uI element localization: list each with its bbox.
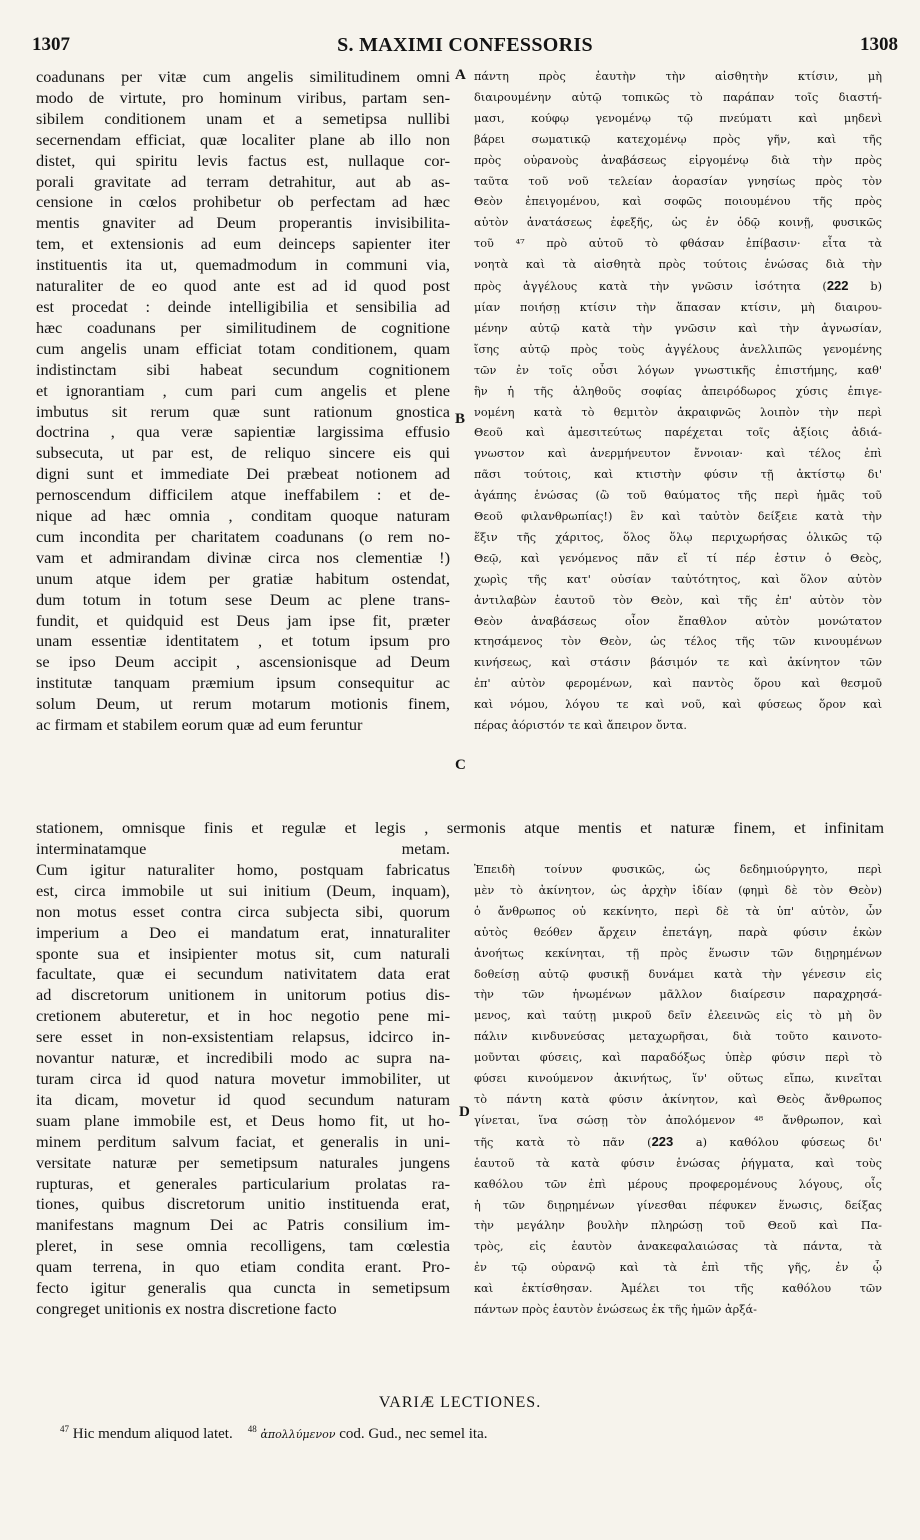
greek-text-line: καὶ ἐκτίσθησαν. Ἀμέλει τοι τῆς καθόλου τῶν [474, 1282, 882, 1296]
greek-text-line: διαιρουμένην αὐτῷ τοπικῶς τὸ παράπαν τοῖς διαστή- [474, 90, 882, 104]
latin-text-line: nique ad hæc omnia , conditam quoque naturam [36, 506, 450, 526]
greek-text-line: δοθείσῃ αὐτῷ φυσικῇ δυνάμει κατὰ τὴν γένεσιν εἰς [474, 967, 882, 981]
greek-text-line: πρὸς οὐρανοὺς ἀναβάσεως εἰργομένῳ διὰ τὴν πρὸς [474, 153, 882, 167]
greek-text-line: ἀγάπης ἑνώσας (ὢ τοῦ θαύματος τῆς περὶ ἡμᾶς τοῦ [474, 489, 882, 503]
greek-text-line: μένην αὐτῷ κατὰ τὴν γνῶσιν καὶ τὴν ἀγνωσίαν, [474, 321, 882, 335]
greek-text-line: καθόλου τῶν ἐπὶ μέρους προφερομένους λόγους, οἷς [474, 1177, 882, 1191]
greek-text-line: ἀνοήτως κεκίνηται, τῇ πρὸς ἕνωσιν τῶν διῃρημένων [474, 946, 882, 960]
latin-text-line: se ipso Deum accipit , ascensionisque ad Deum [36, 652, 450, 672]
greek-text-line: ταῦτα τοῦ νοῦ τελείαν ἀορασίαν γνησίως πρὸς τὸν [474, 174, 882, 188]
latin-text-line: est, circa immobile ut sui initium (Deum, inquam), [36, 880, 450, 900]
greek-column-top [474, 67, 882, 737]
latin-text-line: sere esset in non-exsistentiam relapsus, idcirco in- [36, 1027, 450, 1047]
latin-text-line: pernoscendum difficilem atque ineffabilem : et de- [36, 485, 450, 505]
margin-marker-a: A [455, 67, 466, 83]
greek-text-line: κινήσεως, καὶ στάσιν βάσιμόν τε καὶ ἀκίνητον τῶν [474, 656, 882, 670]
latin-text-line: congreget unitionis ex nostra discretione facto [36, 1298, 337, 1318]
greek-text-line: καὶ νόμου, λόγου τε καὶ νοῦ, καὶ φύσεως ὅρον καὶ [474, 698, 882, 712]
latin-text-line: digni sunt et immediate Dei præbeat notionem ad [36, 464, 450, 484]
margin-marker-b: B [455, 411, 466, 427]
latin-text-line: Cum igitur naturaliter homo, postquam fabricatus [36, 859, 450, 879]
latin-text-line: distet, qui spiritu levis factus est, nullaque cor- [36, 150, 450, 170]
greek-text-line: ὁ ἄνθρωπος οὐ κεκίνητο, περὶ δὲ τὰ ὑπ' αὐτὸν, ὧν [474, 904, 882, 918]
latin-text-line: et ignorantiam , cum pari cum angelis et plene [36, 380, 450, 400]
greek-text-line: πάλιν κινδυνεύσας μεταχωρῆσαι, διὰ τοῦτο καινοτο- [474, 1030, 882, 1044]
greek-text-line: μασι, κούφῳ γενομένῳ τῷ πνεύματι καὶ μηδενὶ [474, 111, 882, 125]
greek-text-line: βάρει σωματικῷ κατεχομένῳ πρὸς γῆν, καὶ τῆς [474, 132, 882, 146]
variae-lectiones-title: VARIÆ LECTIONES. [378, 1394, 542, 1411]
latin-text-line: sponte sua et insipienter motus sit, cum naturali [36, 943, 450, 963]
latin-text-line: coadunans per vitæ cum angelis similitudinem omni [36, 67, 450, 86]
greek-text-line: ἴσης αὐτῷ πρὸς τοὺς ἀγγέλους ἀνελλιπῶς γενομένης [474, 342, 882, 356]
greek-column-bottom [474, 860, 882, 1321]
greek-text-line: Θεοῦ φιλανθρωπίας!) ἓν καὶ ταὐτὸν δείξειε κατὰ τὴν [474, 510, 882, 524]
note-48-greek: ἀπολλύμενον [260, 1428, 336, 1441]
greek-text-line: νομένη κατὰ τὸ θεμιτὸν ἀκραιφνῶς λοιπὸν τὴν περὶ [474, 405, 882, 419]
latin-text-line: cum angelis unam efficiat totam conditionem, quam [36, 338, 450, 358]
latin-text-line: cretionem abuteretur, et in hoc negotio pene mi- [36, 1006, 450, 1026]
greek-text-line: χωρὶς τῆς κατ' οὐσίαν ταὐτότητος, καὶ ὅλον αὐτὸν [474, 572, 882, 586]
margin-marker-c: C [455, 757, 466, 773]
latin-text-line: solum Deum, ut rerum motarum motionis finem, [36, 694, 450, 714]
latin-text-line: censione in cœlos prohibetur ob perfectam ad hæc [36, 192, 450, 212]
latin-text-line: pleret, in sese omnia recolligens, tam cœlestia [36, 1236, 450, 1256]
greek-text-line: γίνεται, ἵνα σώσῃ τὸν ἀπολόμενον ⁴⁸ ἄνθρωπον, καὶ [474, 1113, 882, 1127]
latin-text-line: ad discretorum unitionem in unitorum potius dis- [36, 985, 450, 1005]
note-48-number: 48 [247, 1424, 257, 1434]
greek-text-line: Θεὸν ἀναβάσεως οἷον ἔπαθλον αὐτὸν μονώτατον [474, 614, 882, 628]
latin-text-line: dum totum in totum sese Deum ac plene trans- [36, 589, 450, 609]
greek-text-line: πάντων πρὸς ἑαυτὸν ἑνώσεως ἐκ τῆς ἡμῶν ἀρξά- [474, 1303, 757, 1317]
page-marker: 222 [826, 278, 849, 294]
greek-text-line: νοητὰ καὶ τὰ αἰσθητὰ πρὸς τούτοις ἑνώσας διὰ τὴν [474, 258, 882, 272]
latin-text-line: porali gravitate ad terram detrahitur, aut ab as- [36, 171, 450, 191]
latin-text-line: unam essentiæ identitatem , et totum ipsum pro [36, 631, 450, 651]
greek-text-line: τὴν τῶν ἡνωμένων μᾶλλον διαίρεσιν παραχρησά- [474, 988, 882, 1002]
latin-text-line: facultate, quæ ei secundum nativitatem data erat [36, 964, 450, 984]
page-marker: 223 [651, 1133, 674, 1149]
latin-text-line: subsecuta, ut par est, de reliquo sincere eis qui [36, 443, 450, 463]
latin-text-line: fecto igitur generalis qua cuncta in semetipsum [36, 1278, 450, 1298]
greek-text-line: αὐτὸς θεόθεν ἄρχειν ἐπετάγη, παρὰ φύσιν ἑκὼν [474, 925, 882, 939]
latin-text-line: ita dicam, movetur id quod secundum naturam [36, 1089, 450, 1109]
latin-text-line: unum atque idem per gratiæ habitum ostendat, [36, 568, 450, 588]
note-47-text: Hic mendum aliquod latet. [72, 1426, 233, 1442]
greek-text-line: τὴν μεγάλην βουλὴν πληρώσῃ τοῦ Θεοῦ καὶ Πα- [474, 1219, 882, 1233]
latin-text-line: naturaliter de eo quod ante est ad id quod post [36, 276, 450, 296]
latin-text-line: secernendam efficiat, quæ localiter plane ab illo non [36, 129, 450, 149]
latin-text-line: quam terrena, in quo etiam condita erant. Pro- [36, 1257, 450, 1277]
greek-text-line: ἡ τῶν διῃρημένων γίνεσθαι πέφυκεν ἕνωσις, δείξας [474, 1198, 882, 1212]
greek-text-line: πρὸς ἀγγέλους κατὰ τὴν γνῶσιν ἰσότητα (222 b) [474, 278, 882, 294]
greek-text-line: ἑαυτοῦ τὰ κατὰ φύσιν ἑνώσας ῥήγματα, καὶ τοὺς [474, 1156, 882, 1170]
latin-text-line: suam plane immobile est, et Deus homo fit, ut ho- [36, 1110, 450, 1130]
greek-text-line: μὲν τὸ ἀκίνητον, ὡς ἀρχὴν ἰδίαν (φημὶ δὲ τὸν Θεὸν) [474, 883, 882, 897]
greek-text-line: πᾶσι τούτοις, καὶ κτιστὴν φύσιν τῇ ἀκτίστῳ δι' [474, 468, 882, 482]
page-number-right: 1308 [860, 34, 898, 55]
greek-text-line: Θεὸν ἐπειγομένου, καὶ σοφῶς ποιουμένου τῆς πρὸς [474, 195, 882, 209]
latin-text-line: minem perditum salvum faciat, et generalis in uni- [36, 1131, 450, 1151]
greek-text-line: μίαν ποιήσῃ κτίσιν τὴν ἅπασαν κτίσιν, μὴ διαιρου- [474, 300, 882, 314]
greek-text-line: τὸ πάντη κατὰ φύσιν ἀκίνητον, καὶ Θεὸς ἄνθρωπος [474, 1092, 882, 1106]
latin-text-line: vam et admirandam divinæ circa nos clementiæ !) [36, 547, 450, 567]
full-width-line: stationem, omnisque finis et regulæ et legis , sermonis atque mentis et naturæ finem, et infinitam [36, 818, 884, 837]
page-number-left: 1307 [32, 34, 70, 55]
page-header [32, 34, 898, 64]
greek-text-line: Θεῷ, καὶ γενόμενος πᾶν εἴ τί πέρ ἐστιν ὁ Θεὸς, [474, 551, 882, 565]
latin-text-line: modo de virtute, pro hominum viribus, partam sen- [36, 87, 450, 107]
latin-text-line: est procedat : deinde intelligibilia et sensibilia ad [36, 296, 450, 316]
latin-text-line: hæc coadunans per similitudinem de cognitione [36, 317, 450, 337]
latin-text-line: ac firmam et stabilem eorum quæ ad eum feruntur [36, 715, 363, 735]
latin-text-line: doctrina , qua veræ sapientiæ largissima effusio [36, 422, 450, 442]
greek-text-line: μοῦνται φύσεις, καὶ παραδόξως ὑπὲρ φύσιν περὶ τὸ [474, 1051, 882, 1065]
greek-text-line: πέρας ἀόριστόν τε καὶ ἄπειρον ὄντα. [474, 719, 687, 733]
latin-text-line: sibilem conditionem unam et a semetipsa nullibi [36, 108, 450, 128]
variae-lectiones-notes [60, 1424, 487, 1443]
latin-text-line: tem, et extensionis ad eum deinceps sapienter iter [36, 234, 450, 254]
greek-text-line: ἐπ' αὐτὸν φερομένων, καὶ παντὸς ὅρου καὶ θεσμοῦ [474, 677, 882, 691]
note-48-text: cod. Gud., nec semel ita. [339, 1426, 488, 1442]
greek-text-line: Ἐπειδὴ τοίνυν φυσικῶς, ὡς δεδημιούργητο, περὶ [474, 863, 882, 876]
latin-text-line: non motus esset contra circa subjecta sibi, quorum [36, 901, 450, 921]
greek-text-line: τῶν ἐν τοῖς οὖσι λόγων γνωστικῆς ἐπιστήμης, καθ' [474, 363, 882, 377]
latin-text-line: rupturas, et generales particularium prolatas ra- [36, 1173, 450, 1193]
greek-text-line: ἕξιν τῆς χάριτος, ὅλος ὅλῳ περιχωρήσας ὁλικῶς τῷ [474, 530, 882, 544]
latin-text-line: tiones, quibus discretorum unitio instituenda erat, [36, 1194, 450, 1214]
latin-text-line: fundit, et quidquid est Deus jam ipse fit, præter [36, 610, 450, 630]
greek-text-line: κτησάμενος τὸν Θεὸν, ὡς τέλος τῆς τῶν κινουμένων [474, 635, 882, 649]
latin-column-top [36, 67, 450, 736]
greek-text-line: ἀντιλαβὼν ἑαυτοῦ τὸν Θεὸν, καὶ τῆς ἐπ' αὐτὸν τὸν [474, 593, 882, 607]
greek-text-line: φύσει κινούμενον ἀκινήτως, ἵν' οὕτως εἴπω, κινεῖται [474, 1072, 882, 1086]
latin-text-line: imperium a Deo ei mandatum erat, innaturaliter [36, 922, 450, 942]
latin-text-line: novantur naturæ, et incredibili modo ac supra na- [36, 1048, 450, 1068]
latin-text-line: imbutus sit rerum quæ sunt rationum gnostica [36, 401, 450, 421]
latin-text-line: turam circa id quod natura movetur immobiliter, ut [36, 1068, 450, 1088]
greek-text-line: τρὸς, εἰς ἑαυτὸν ἀνακεφαλαιώσας τὰ πάντα, τὰ [474, 1240, 882, 1254]
greek-text-line: γνωστον καὶ ἀνερμήνευτον ἔννοιαν· καὶ τέλος ἐπὶ [474, 447, 882, 461]
greek-text-line: τῆς κατὰ τὸ πᾶν (223 a) καθόλου φύσεως δι' [474, 1133, 882, 1149]
greek-text-line: μενος, καὶ ταύτῃ μικροῦ δεῖν ἐλεεινῶς εἰς τὸ μὴ ὂν [474, 1009, 882, 1023]
latin-text-line: cum incondita per charitatem coadunans (o rem no- [36, 526, 450, 546]
latin-text-line: institutæ tanquam præmium ipsum consequitur ac [36, 673, 450, 693]
latin-text-line: indistinctam sibi habeat secundum cognitionem [36, 359, 450, 379]
greek-text-line: πάντη πρὸς ἑαυτὴν τὴν αἰσθητὴν κτίσιν, μὴ [474, 70, 882, 83]
latin-text-line: instituentis ita ut, quemadmodum in communi via, [36, 255, 450, 275]
latin-text-line: interminatamque metam. [36, 839, 450, 858]
note-47-number: 47 [60, 1424, 69, 1434]
running-title: S. MAXIMI CONFESSORIS [337, 34, 593, 56]
margin-marker-d: D [459, 1104, 470, 1120]
greek-text-line: ἣν ἡ τῆς ἀληθοῦς σοφίας ἀπειρόδωρος χύσις ἐπιγε- [474, 384, 882, 398]
latin-text-line: mentis gnaviter ad Deum properantis invisibilita- [36, 213, 450, 233]
latin-column-bottom [36, 839, 450, 1320]
greek-text-line: ἐν τῷ οὐρανῷ καὶ τὰ ἐπὶ τῆς γῆς, ἐν ᾧ [474, 1261, 882, 1275]
greek-text-line: αὐτὸν ἀνατάσεως ἐφεξῆς, ὡς ἐν ὁδῷ κοινῇ, φυσικῶς [474, 216, 882, 230]
greek-text-line: τοῦ ⁴⁷ πρὸ αὐτοῦ τὸ φθάσαν ἐπίβασιν· εἶτα τὰ [474, 237, 882, 251]
latin-text-line: versitate naturæ per semetipsum naturales jungens [36, 1152, 450, 1172]
latin-text-line: manifestans magnum Dei ac Patris consilium im- [36, 1215, 450, 1235]
greek-text-line: Θεοῦ καὶ ἀμεσιτεύτως παρέχεται τοῖς ἀξίοις ἀδιά- [474, 426, 882, 440]
